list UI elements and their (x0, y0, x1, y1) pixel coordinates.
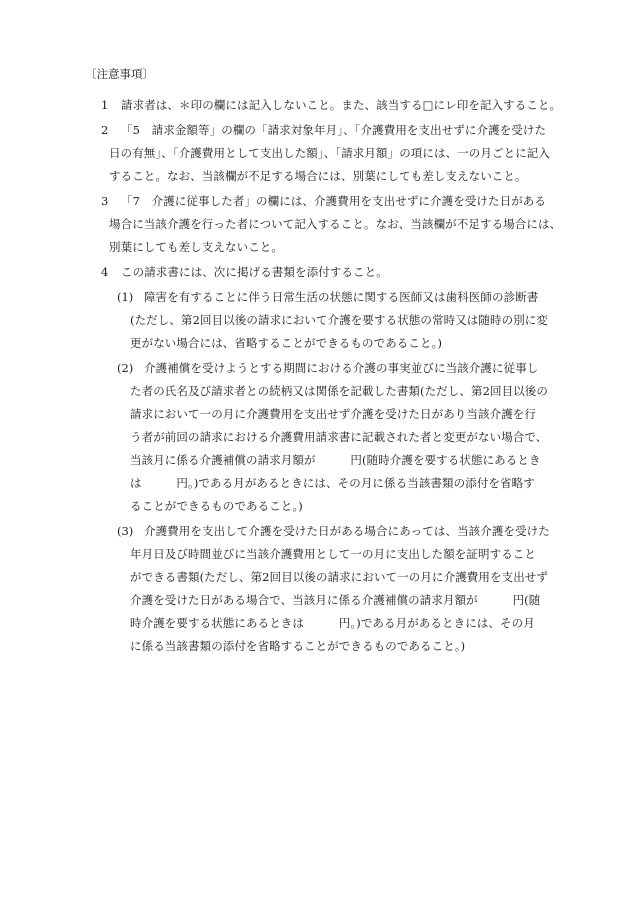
item-1-number: 1 (101, 98, 109, 112)
item-3-line-1: 「7 介護に従事した者」の欄には、介護費用を支出せずに介護を受けた日がある (121, 194, 547, 208)
subitem-1-line-3: 更がない場合には、省略することができるものであること。) (130, 336, 443, 350)
subitem-2-line-2: た者の氏名及び請求者との続柄又は関係を記載した書類(ただし、第2回目以後の (130, 384, 548, 398)
subitem-1-line-2: (ただし、第2回目以後の請求において介護を要する状態の常時又は随時の別に変 (130, 313, 548, 327)
item-2-line-2: 日の有無」、「介護費用として支出した額」、「請求月額」の項には、一の月ごとに記入 (109, 146, 550, 160)
subitem-3-line-2: 年月日及び時間並びに当該介護費用として一の月に支出した額を証明すること (130, 547, 536, 561)
subitem-3-line-5: 時介護を要する状態にあるときは 円。)である月があるときには、その月 (130, 616, 535, 630)
item-3-line-3: 別葉にしても差し支えないこと。 (109, 240, 283, 254)
item-4-line-1: この請求書には、次に掲げる書類を添付すること。 (121, 265, 388, 279)
item-1-line-1: 請求者は、＊印の欄には記入しないこと。また、該当する□にレ印を記入すること。 (121, 98, 562, 112)
subitem-3-line-3: ができる書類(ただし、第2回目以後の請求において一の月に介護費用を支出せず (130, 570, 548, 584)
notes-heading: 〔注意事項〕 (85, 67, 154, 81)
subitem-2-line-1: 介護補償を受けようとする期間における介護の事実並びに当該介護に従事し (144, 361, 539, 375)
subitem-2-number: (2) (117, 361, 134, 375)
subitem-2-line-3: 請求において一の月に介護費用を支出せず介護を受けた日があり当該介護を行 (130, 407, 536, 421)
item-2-number: 2 (101, 123, 109, 137)
subitem-2-line-4: う者が前回の請求における介護費用請求書に記載された者と変更がない場合で、 (130, 430, 548, 444)
item-4-number: 4 (101, 265, 109, 279)
subitem-3-line-1: 介護費用を支出して介護を受けた日がある場合にあっては、当該介護を受けた (144, 524, 550, 538)
subitem-3-number: (3) (117, 524, 134, 538)
subitem-2-line-6: は 円。)である月があるときには、その月に係る当該書類の添付を省略す (130, 476, 535, 490)
subitem-1-line-1: 障害を有することに伴う日常生活の状態に関する医師又は歯科医師の診断書 (144, 290, 539, 304)
subitem-2-line-7: ることができるものであること。) (130, 499, 303, 513)
subitem-2-line-5: 当該月に係る介護補償の請求月額が 円(随時介護を要する状態にあるとき (130, 453, 541, 467)
item-2-line-3: すること。なお、当該欄が不足する場合には、別葉にしても差し支えないこと。 (109, 169, 527, 183)
subitem-3-line-6: に係る当該書類の添付を省略することができるものであること。) (130, 639, 466, 653)
item-3-number: 3 (101, 194, 109, 208)
item-3-line-2: 場合に当該介護を行った者について記入すること。なお、当該欄が不足する場合には、 (109, 217, 562, 231)
item-2-line-1: 「5 請求金額等」の欄の「請求対象年月」、「介護費用を支出せずに介護を受けた (121, 123, 547, 137)
subitem-3-line-4: 介護を受けた日がある場合で、当該月に係る介護補償の請求月額が 円(随 (130, 593, 541, 607)
subitem-1-number: (1) (117, 290, 134, 304)
